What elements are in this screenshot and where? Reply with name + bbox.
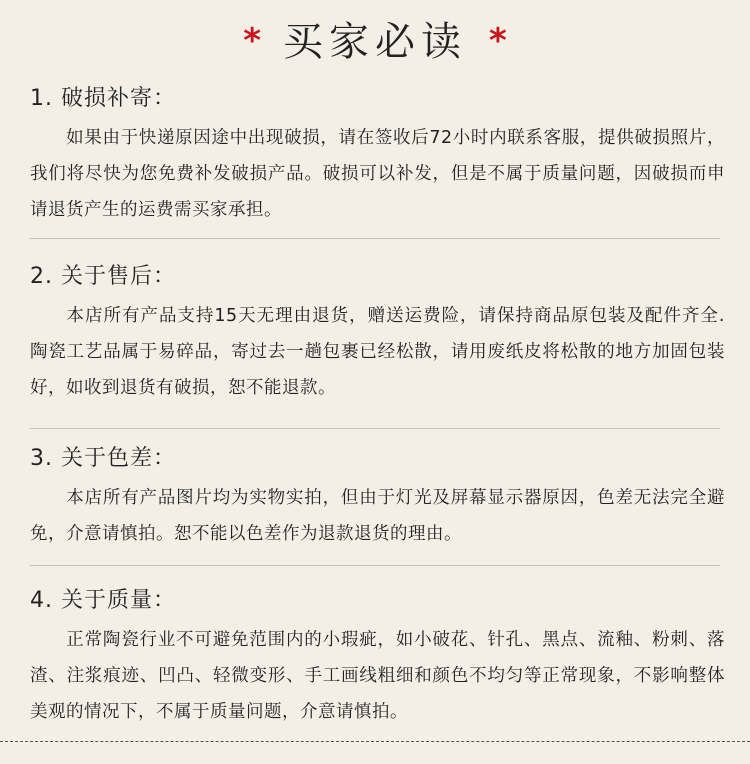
section-text: 如果由于快递原因途中出现破损，请在签收后72小时内联系客服，提供破损照片，我们将尽快为您免费补发破损产品。破损可以补发，但是不属于质量问题，因破损而申请退货产生的运费需买家承担。 xyxy=(30,128,725,220)
star-right-icon: * xyxy=(489,21,507,61)
section-divider xyxy=(30,428,720,429)
section-quality xyxy=(30,584,725,730)
section-heading: 2. 关于售后： xyxy=(30,264,176,289)
section-damage-reship xyxy=(30,82,725,228)
section-body xyxy=(30,120,725,228)
section-after-sales xyxy=(30,260,725,406)
section-text: 本店所有产品支持15天无理由退货，赠送运费险，请保持商品原包装及配件齐全. 陶瓷工艺品属于易碎品，寄过去一趟包裹已经松散，请用废纸皮将松散的地方加固包装好，如收到退货有破损，恕不能退款。 xyxy=(30,306,725,398)
page-header xyxy=(0,10,750,66)
section-heading: 3. 关于色差： xyxy=(30,446,176,471)
section-body xyxy=(30,622,725,730)
section-text: 正常陶瓷行业不可避免范围内的小瑕疵，如小破花、针孔、黑点、流釉、粉刺、落渣、注浆痕迹、凹凸、轻微变形、手工画线粗细和颜色不均匀等正常现象，不影响整体美观的情况下，不属于质量问题，介意请慎拍。 xyxy=(30,630,725,722)
section-text: 本店所有产品图片均为实物实拍，但由于灯光及屏幕显示器原因，色差无法完全避免，介意请慎拍。恕不能以色差作为退款退货的理由。 xyxy=(30,488,725,544)
section-body xyxy=(30,298,725,406)
page-title: 买家必读 xyxy=(283,18,467,65)
bottom-dashed-divider xyxy=(0,741,750,742)
section-heading: 4. 关于质量： xyxy=(30,588,176,613)
star-left-icon: * xyxy=(243,21,261,61)
section-heading: 1. 破损补寄： xyxy=(30,86,176,111)
section-body xyxy=(30,480,725,552)
section-divider xyxy=(30,565,720,566)
section-divider xyxy=(30,238,720,239)
section-color-difference xyxy=(30,442,725,552)
